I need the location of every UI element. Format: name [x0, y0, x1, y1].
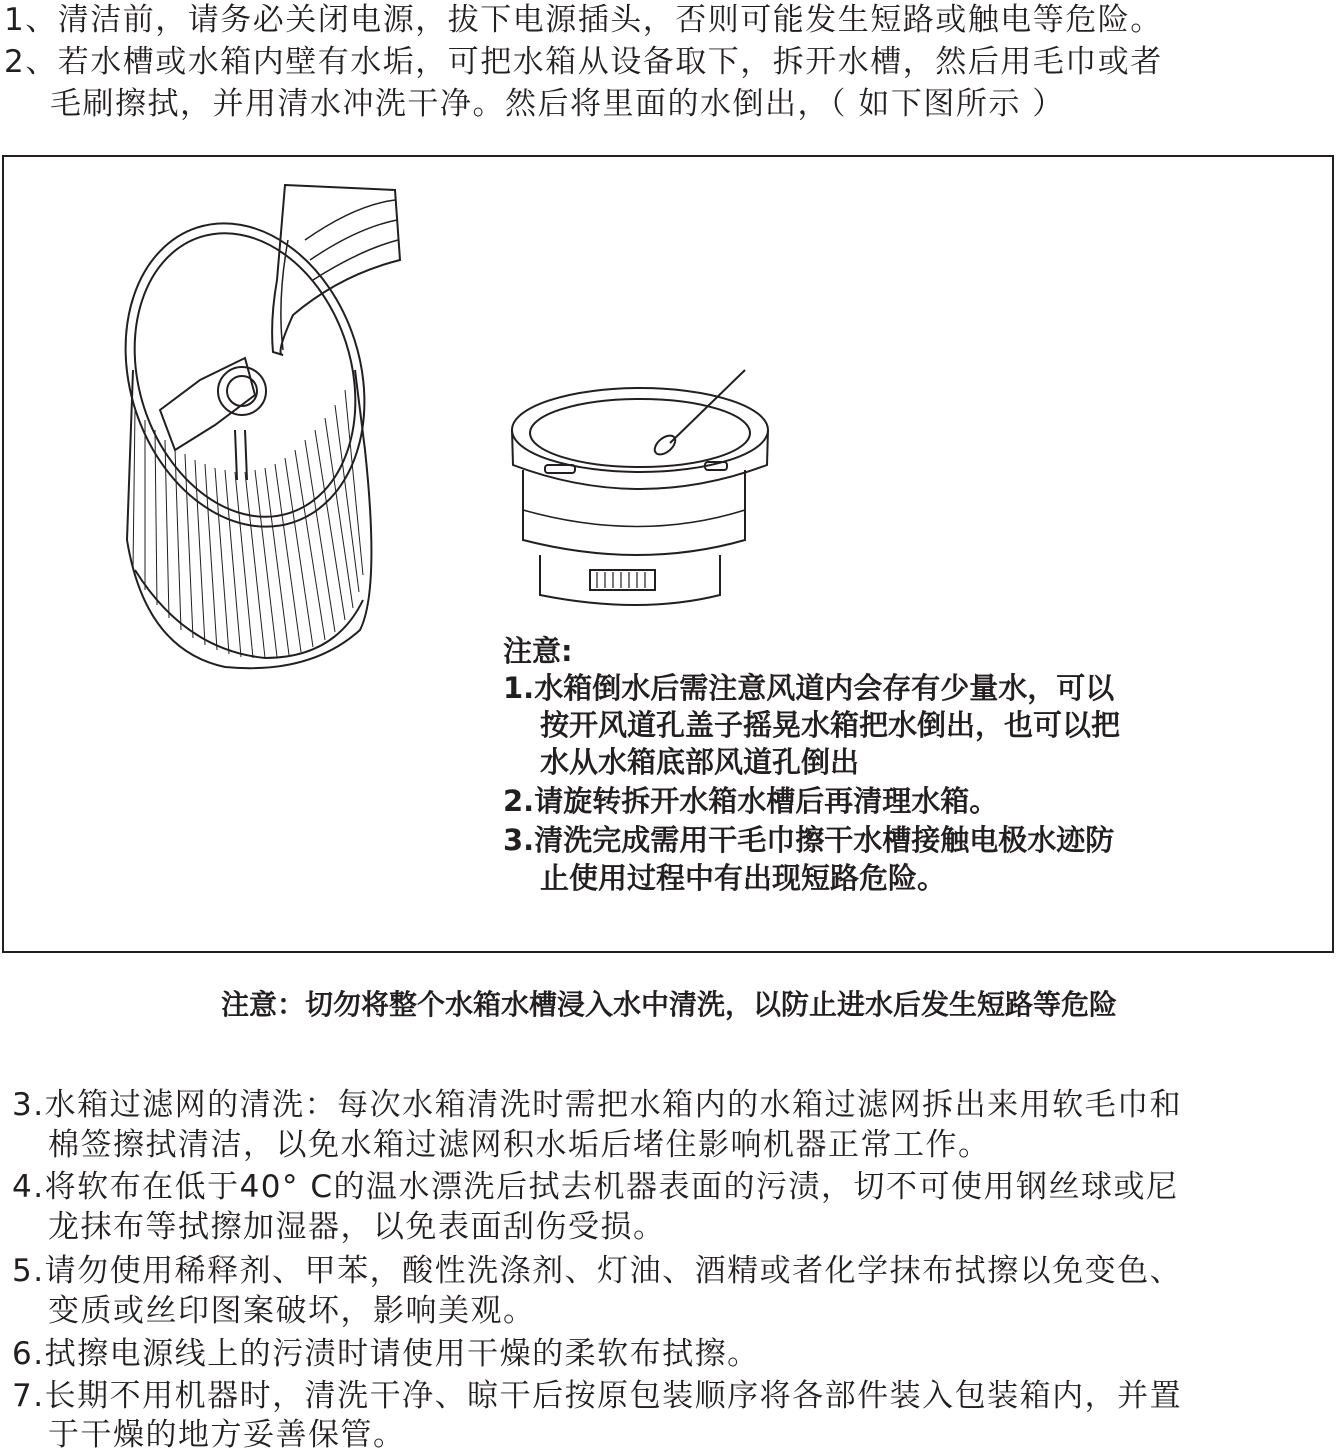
figure-note-1b: 按开风道孔盖子摇晃水箱把水倒出，也可以把 [540, 708, 1121, 742]
intro-line-1: 1、清洁前，请务必关闭电源，拔下电源插头，否则可能发生短路或触电等危险。 [4, 2, 1163, 38]
figure-note-1a: 1.水箱倒水后需注意风道内会存有少量水，可以 [503, 671, 1115, 705]
figure-note-1c: 水从水箱底部风道孔倒出 [540, 745, 860, 779]
intro-line-3: 毛刷擦拭，并用清水冲洗干净。然后将里面的水倒出，（ 如下图所示 ） [50, 86, 1065, 122]
figure-notes-heading: 注意: [503, 634, 573, 668]
step-5-line-2: 变质或丝印图案破坏，影响美观。 [48, 1293, 536, 1329]
step-5-line-1: 5.请勿使用稀释剂、甲苯，酸性洗涤剂、灯油、酒精或者化学抹布拭擦以免变色、 [12, 1253, 1183, 1289]
figure-note-3a: 3.清洗完成需用干毛巾擦干水槽接触电极水迹防 [503, 823, 1115, 857]
step-3-line-2: 棉签擦拭清洁，以免水箱过滤网积水垢后堵住影响机器正常工作。 [48, 1127, 991, 1163]
step-4-line-1: 4.将软布在低于40° C的温水漂洗后拭去机器表面的污渍，切不可使用钢丝球或尼 [12, 1169, 1179, 1205]
step-7-line-2: 于干燥的地方妥善保管。 [48, 1417, 406, 1453]
step-4-line-2: 龙抹布等拭擦加湿器，以免表面刮伤受损。 [48, 1209, 666, 1245]
water-trough-illustration [505, 365, 780, 610]
step-7-line-1: 7.长期不用机器时，清洗干净、晾干后按原包装顺序将各部件装入包装箱内，并置 [12, 1378, 1183, 1414]
step-3-line-1: 3.水箱过滤网的清洗：每次水箱清洗时需把水箱内的水箱过滤网拆出来用软毛巾和 [12, 1087, 1183, 1123]
step-6-line-1: 6.拭擦电源线上的污渍时请使用干燥的柔软布拭擦。 [12, 1336, 760, 1372]
immersion-warning: 注意：切勿将整个水箱水槽浸入水中清洗，以防止进水后发生短路等危险 [220, 988, 1117, 1021]
intro-line-2: 2、若水槽或水箱内壁有水垢，可把水箱从设备取下，拆开水槽，然后用毛巾或者 [4, 44, 1163, 80]
figure-note-3b: 止使用过程中有出现短路危险。 [540, 861, 947, 895]
water-tank-illustration [105, 180, 425, 680]
figure-note-2: 2.请旋转拆开水箱水槽后再清理水箱。 [503, 784, 999, 818]
